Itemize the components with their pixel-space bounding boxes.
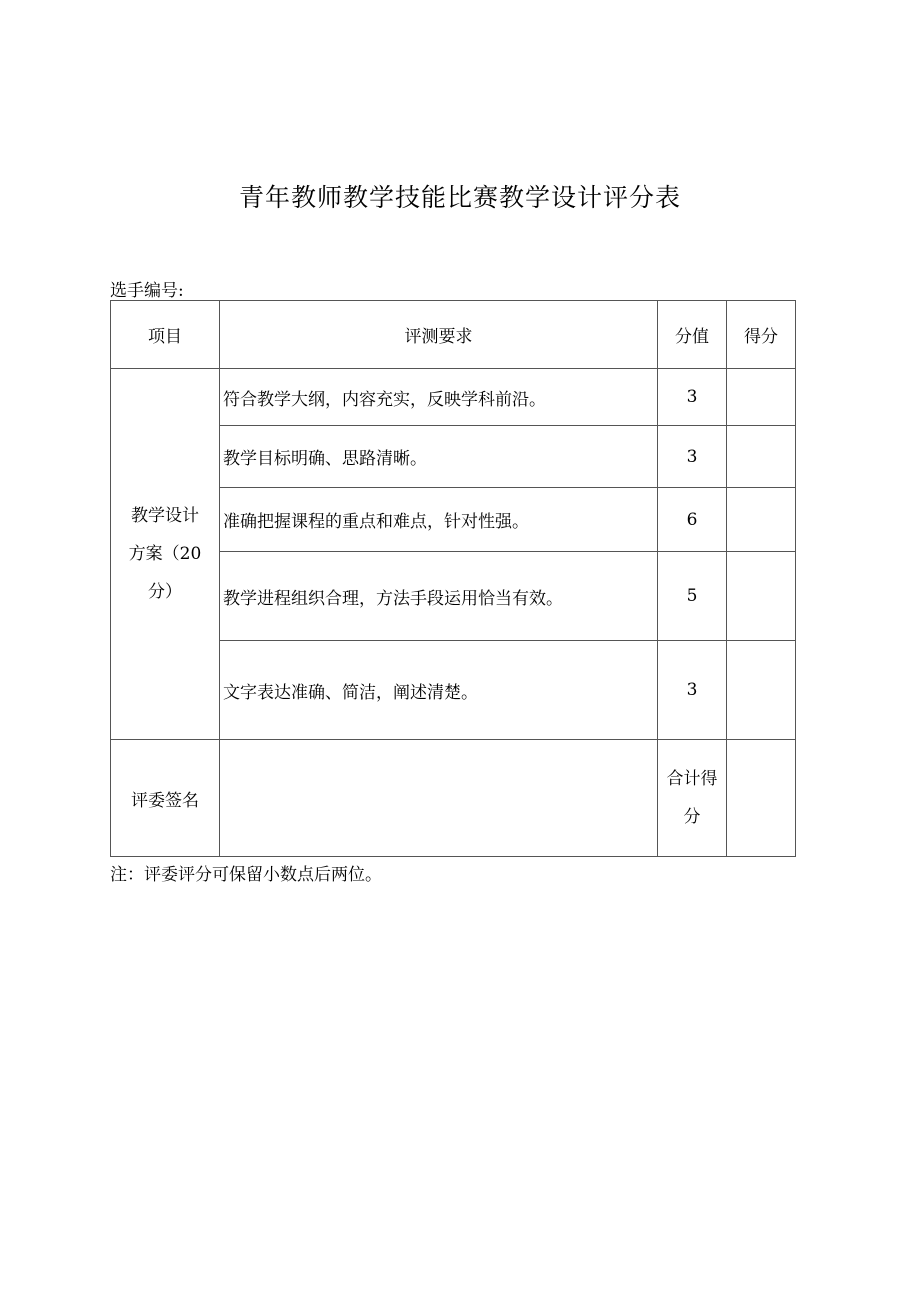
requirement-cell: 教学进程组织合理，方法手段运用恰当有效。 xyxy=(220,552,658,641)
points-cell: 3 xyxy=(658,641,727,740)
requirement-cell: 文字表达准确、简洁，阐述清楚。 xyxy=(220,641,658,740)
page-title: 青年教师教学技能比赛教学设计评分表 xyxy=(238,183,681,212)
header-score: 得分 xyxy=(727,301,796,369)
section-label-line: 方案（20 xyxy=(128,544,202,564)
points-cell: 3 xyxy=(658,426,727,488)
points-cell: 6 xyxy=(658,488,727,552)
judge-signature-field[interactable] xyxy=(220,740,658,857)
section-label-line: 分） xyxy=(148,582,182,602)
header-points: 分值 xyxy=(658,301,727,369)
total-score-label-line: 合计得 xyxy=(666,769,718,789)
table-header-row xyxy=(111,301,796,369)
judge-signature-label: 评委签名 xyxy=(111,740,220,857)
footnote: 注：评委评分可保留小数点后两位。 xyxy=(110,865,382,885)
section-label-cell xyxy=(111,369,220,740)
points-cell: 3 xyxy=(658,369,727,426)
total-score-field[interactable] xyxy=(727,740,796,857)
header-requirement: 评测要求 xyxy=(220,301,658,369)
requirement-cell: 符合教学大纲，内容充实，反映学科前沿。 xyxy=(220,369,658,426)
requirement-cell: 教学目标明确、思路清晰。 xyxy=(220,426,658,488)
score-cell[interactable] xyxy=(727,369,796,426)
points-cell: 5 xyxy=(658,552,727,641)
requirement-cell: 准确把握课程的重点和难点，针对性强。 xyxy=(220,488,658,552)
score-cell[interactable] xyxy=(727,552,796,641)
player-id-label: 选手编号: xyxy=(110,281,184,301)
score-cell[interactable] xyxy=(727,426,796,488)
total-score-label-line: 分 xyxy=(683,807,701,827)
score-table xyxy=(110,300,796,857)
score-cell[interactable] xyxy=(727,641,796,740)
table-row xyxy=(111,369,796,426)
score-cell[interactable] xyxy=(727,488,796,552)
table-footer-row xyxy=(111,740,796,857)
total-score-label xyxy=(658,740,727,857)
section-label-line: 教学设计 xyxy=(131,506,199,526)
header-item: 项目 xyxy=(111,301,220,369)
